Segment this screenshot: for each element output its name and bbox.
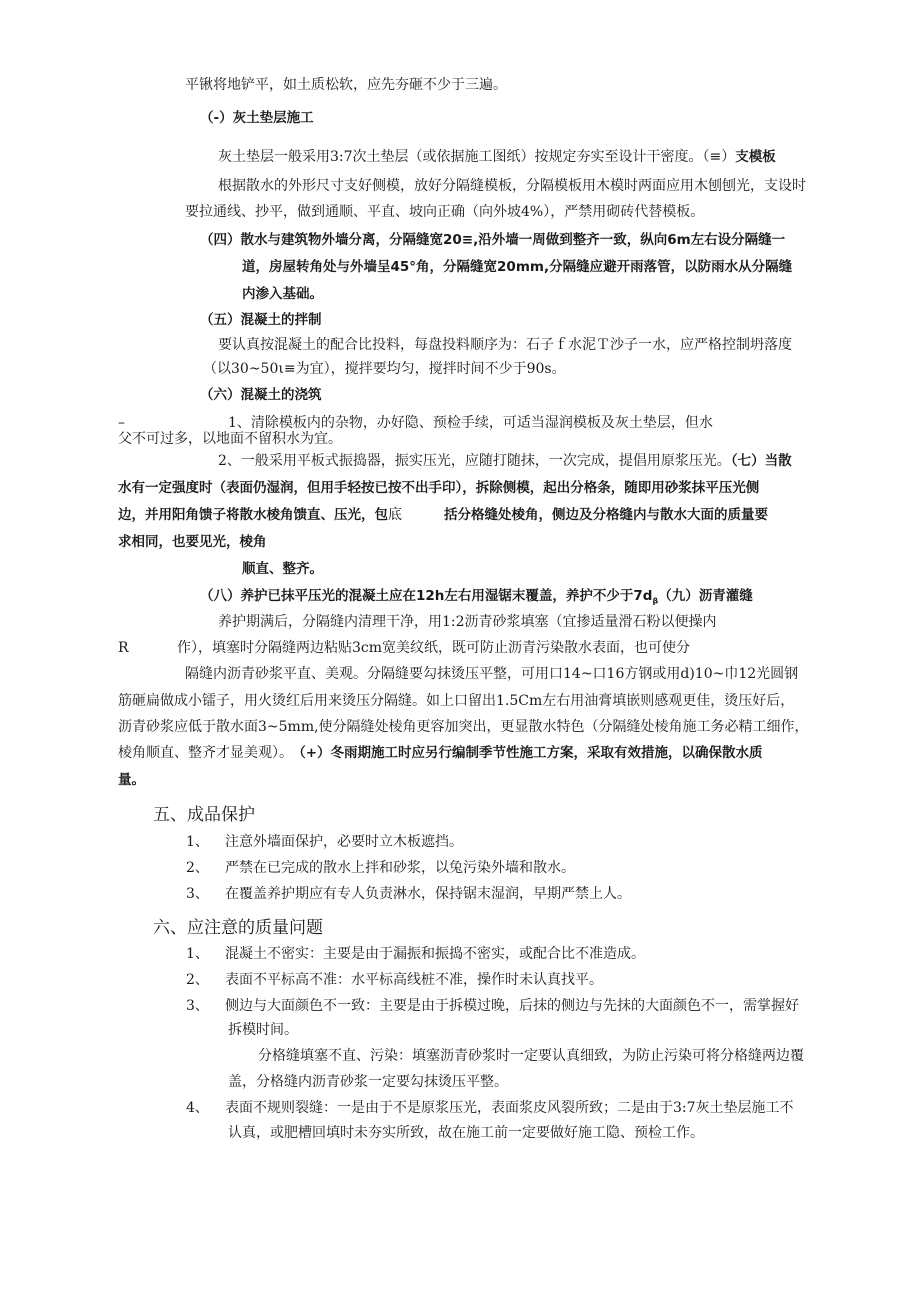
- list-item-continuation: 拆模时间。: [228, 1022, 298, 1038]
- text-line: 沥青砂浆应低于散水面3~5mm,使分隔缝处棱角更容加突出，更显散水特色（分隔缝处棱角施工务必精工细作，: [118, 719, 809, 735]
- subscript: β: [652, 596, 659, 606]
- section-heading: （六）混凝土的浇筑: [200, 387, 322, 403]
- list-number: 1、: [186, 946, 209, 962]
- text-span: 括分格缝处棱角，侧边及分格缝内与散水大面的质量要: [444, 507, 768, 523]
- text-line: 1、清除模板内的杂物，办好隐、预检手续，可适当湿润模板及灰土垫层，但水: [228, 415, 713, 431]
- list-item-continuation: 盖，分格缝内沥青砂浆一定要勾抹烫压平整。: [228, 1074, 508, 1090]
- text-line: [218, 452, 792, 470]
- section-heading: 支模板: [735, 149, 776, 165]
- text-line: 作），填塞时分隔缝两边粘贴3cm宽美纹纸，既可防止沥青污染散水表面，也可使分: [177, 640, 691, 656]
- list-number: 3、: [186, 998, 209, 1014]
- text-line: 筋砸扁做成小镭子，用火烫红后用来烫压分隔缝。如上口留出1.5Cm左右用油膏填嵌则感观更佳，烫压好后，: [118, 693, 795, 709]
- list-item: 注意外墙面保护，必要时立木板遮挡。: [225, 834, 463, 850]
- list-item: 分格缝填塞不直、污染：填塞沥青砂浆时一定要认真细致，为防止污染可将分格缝两边覆: [258, 1048, 804, 1064]
- list-item: 混凝土不密实：主要是由于漏振和振捣不密实，或配合比不准造成。: [225, 946, 645, 962]
- text-line: 父不可过多，以地面不留积水为宜。: [118, 431, 342, 447]
- section-title: 六、应注意的质量问题: [153, 918, 323, 938]
- section-heading: （四）散水与建筑物外墙分离，分隔缝宽20≡,沿外墙一周做到整齐一致，纵向6m左右设分隔缝一: [200, 232, 786, 248]
- section-heading: [200, 587, 753, 611]
- list-number: 2、: [186, 860, 209, 876]
- text-span: 边，并用阳角馈子将散水棱角馈直、压光，包: [118, 507, 388, 523]
- list-number: 1、: [186, 834, 209, 850]
- text-line: 求相同，也要见光，棱角: [118, 534, 267, 550]
- section-heading: （五）混凝土的拌制: [200, 312, 322, 328]
- list-item-continuation: 认真，或肥槽回填时未夯实所致，故在施工前一定要做好施工隐、预检工作。: [228, 1125, 704, 1141]
- text-line: 要认真按混凝土的配合比投料，每盘投料顺序为：石子ｆ水泥Ｔ沙子一水，应严格控制坍落度: [218, 337, 792, 353]
- text-span: （九）沥青灌缝: [658, 588, 753, 604]
- text-line: 要拉通线、抄平，做到通顺、平直、坡向正确（向外坡4%），严禁用砌砖代替模板。: [185, 204, 705, 220]
- text-line: 水有一定强度时（表面仍湿润，但用手轻按已按不出手印），拆除侧模，起出分格条，随即用砂浆抹平压光侧: [118, 480, 760, 496]
- list-number: 4、: [186, 1100, 209, 1116]
- list-item: 表面不规则裂缝：一是由于不是原浆压光，表面浆皮风裂所致；二是由于3:7灰土垫层施工不: [225, 1100, 794, 1116]
- text-line: [218, 148, 776, 166]
- list-item: 严禁在已完成的散水上拌和砂浆，以兔污染外墙和散水。: [225, 860, 575, 876]
- text-line: 顺直、整齐。: [242, 561, 323, 577]
- list-number: 2、: [186, 972, 209, 988]
- list-number: 3、: [186, 886, 209, 902]
- section-heading: （七）当散: [730, 453, 792, 469]
- dash-mark: –: [118, 415, 125, 431]
- text-line: 养护期满后，分隔缝内清理干净，用1:2沥青砂浆填塞（宜掺适量滑石粉以便操内: [218, 614, 717, 630]
- list-item: 表面不平标高不准：水平标高线桩不准，操作时未认真找平。: [225, 972, 603, 988]
- text-span: 底: [388, 507, 402, 523]
- text-line: 平锹将地铲平，如土质松软，应先夯砸不少于三遍。: [185, 77, 507, 93]
- list-item: 在覆盖养护期应有专人负责淋水，保持锯末湿润，早期严禁上人。: [225, 886, 631, 902]
- margin-mark: R: [118, 640, 129, 656]
- text-line: 道，房屋转角处与外墙呈45°角，分隔缝宽20mm,分隔缝应避开雨落管，以防雨水从分隔缝: [242, 259, 793, 275]
- section-heading: （-）灰土垫层施工: [200, 110, 314, 126]
- text-span: 棱角顺直、整齐才显美观）。: [118, 745, 293, 761]
- text-line: [118, 506, 768, 524]
- text-span: 灰土垫层一般采用3:7次土垫层（或依据施工图纸）按规定夯实至设计干密度。（≡）: [218, 149, 736, 165]
- text-span: （八）养护已抹平压光的混凝土应在12h左右用湿锯末覆盖，养护不少于7d: [200, 588, 653, 604]
- list-item: 侧边与大面颜色不一致：主要是由于拆模过晚，后抹的侧边与先抹的大面颜色不一，需掌握好: [225, 998, 799, 1014]
- section-heading: （+）冬雨期施工时应另行编制季节性施工方案，采取有效措施，以确保散水质: [299, 745, 763, 761]
- text-line: 量。: [118, 772, 145, 788]
- text-line: [118, 744, 763, 762]
- text-line: （以30~50ι≡为宜），搅拌要均匀，搅拌时间不少于90s。: [203, 361, 566, 377]
- section-title: 五、成品保护: [153, 805, 255, 825]
- text-line: 根据散水的外形尺寸支好侧模，放好分隔缝模板，分隔模板用木模时两面应用木刨刨光，支设时: [218, 178, 806, 194]
- text-line: 隔缝内沥青砂浆平直、美观。分隔缝要勾抹烫压平整，可用口14~口16方钢或用d)10~巾12光圆钢: [185, 666, 799, 682]
- text-span: 2、一般采用平板式振捣器，振实压光，应随打随抹，一次完成，提倡用原浆压光。: [218, 453, 731, 469]
- text-line: 内渗入基础。: [242, 286, 323, 302]
